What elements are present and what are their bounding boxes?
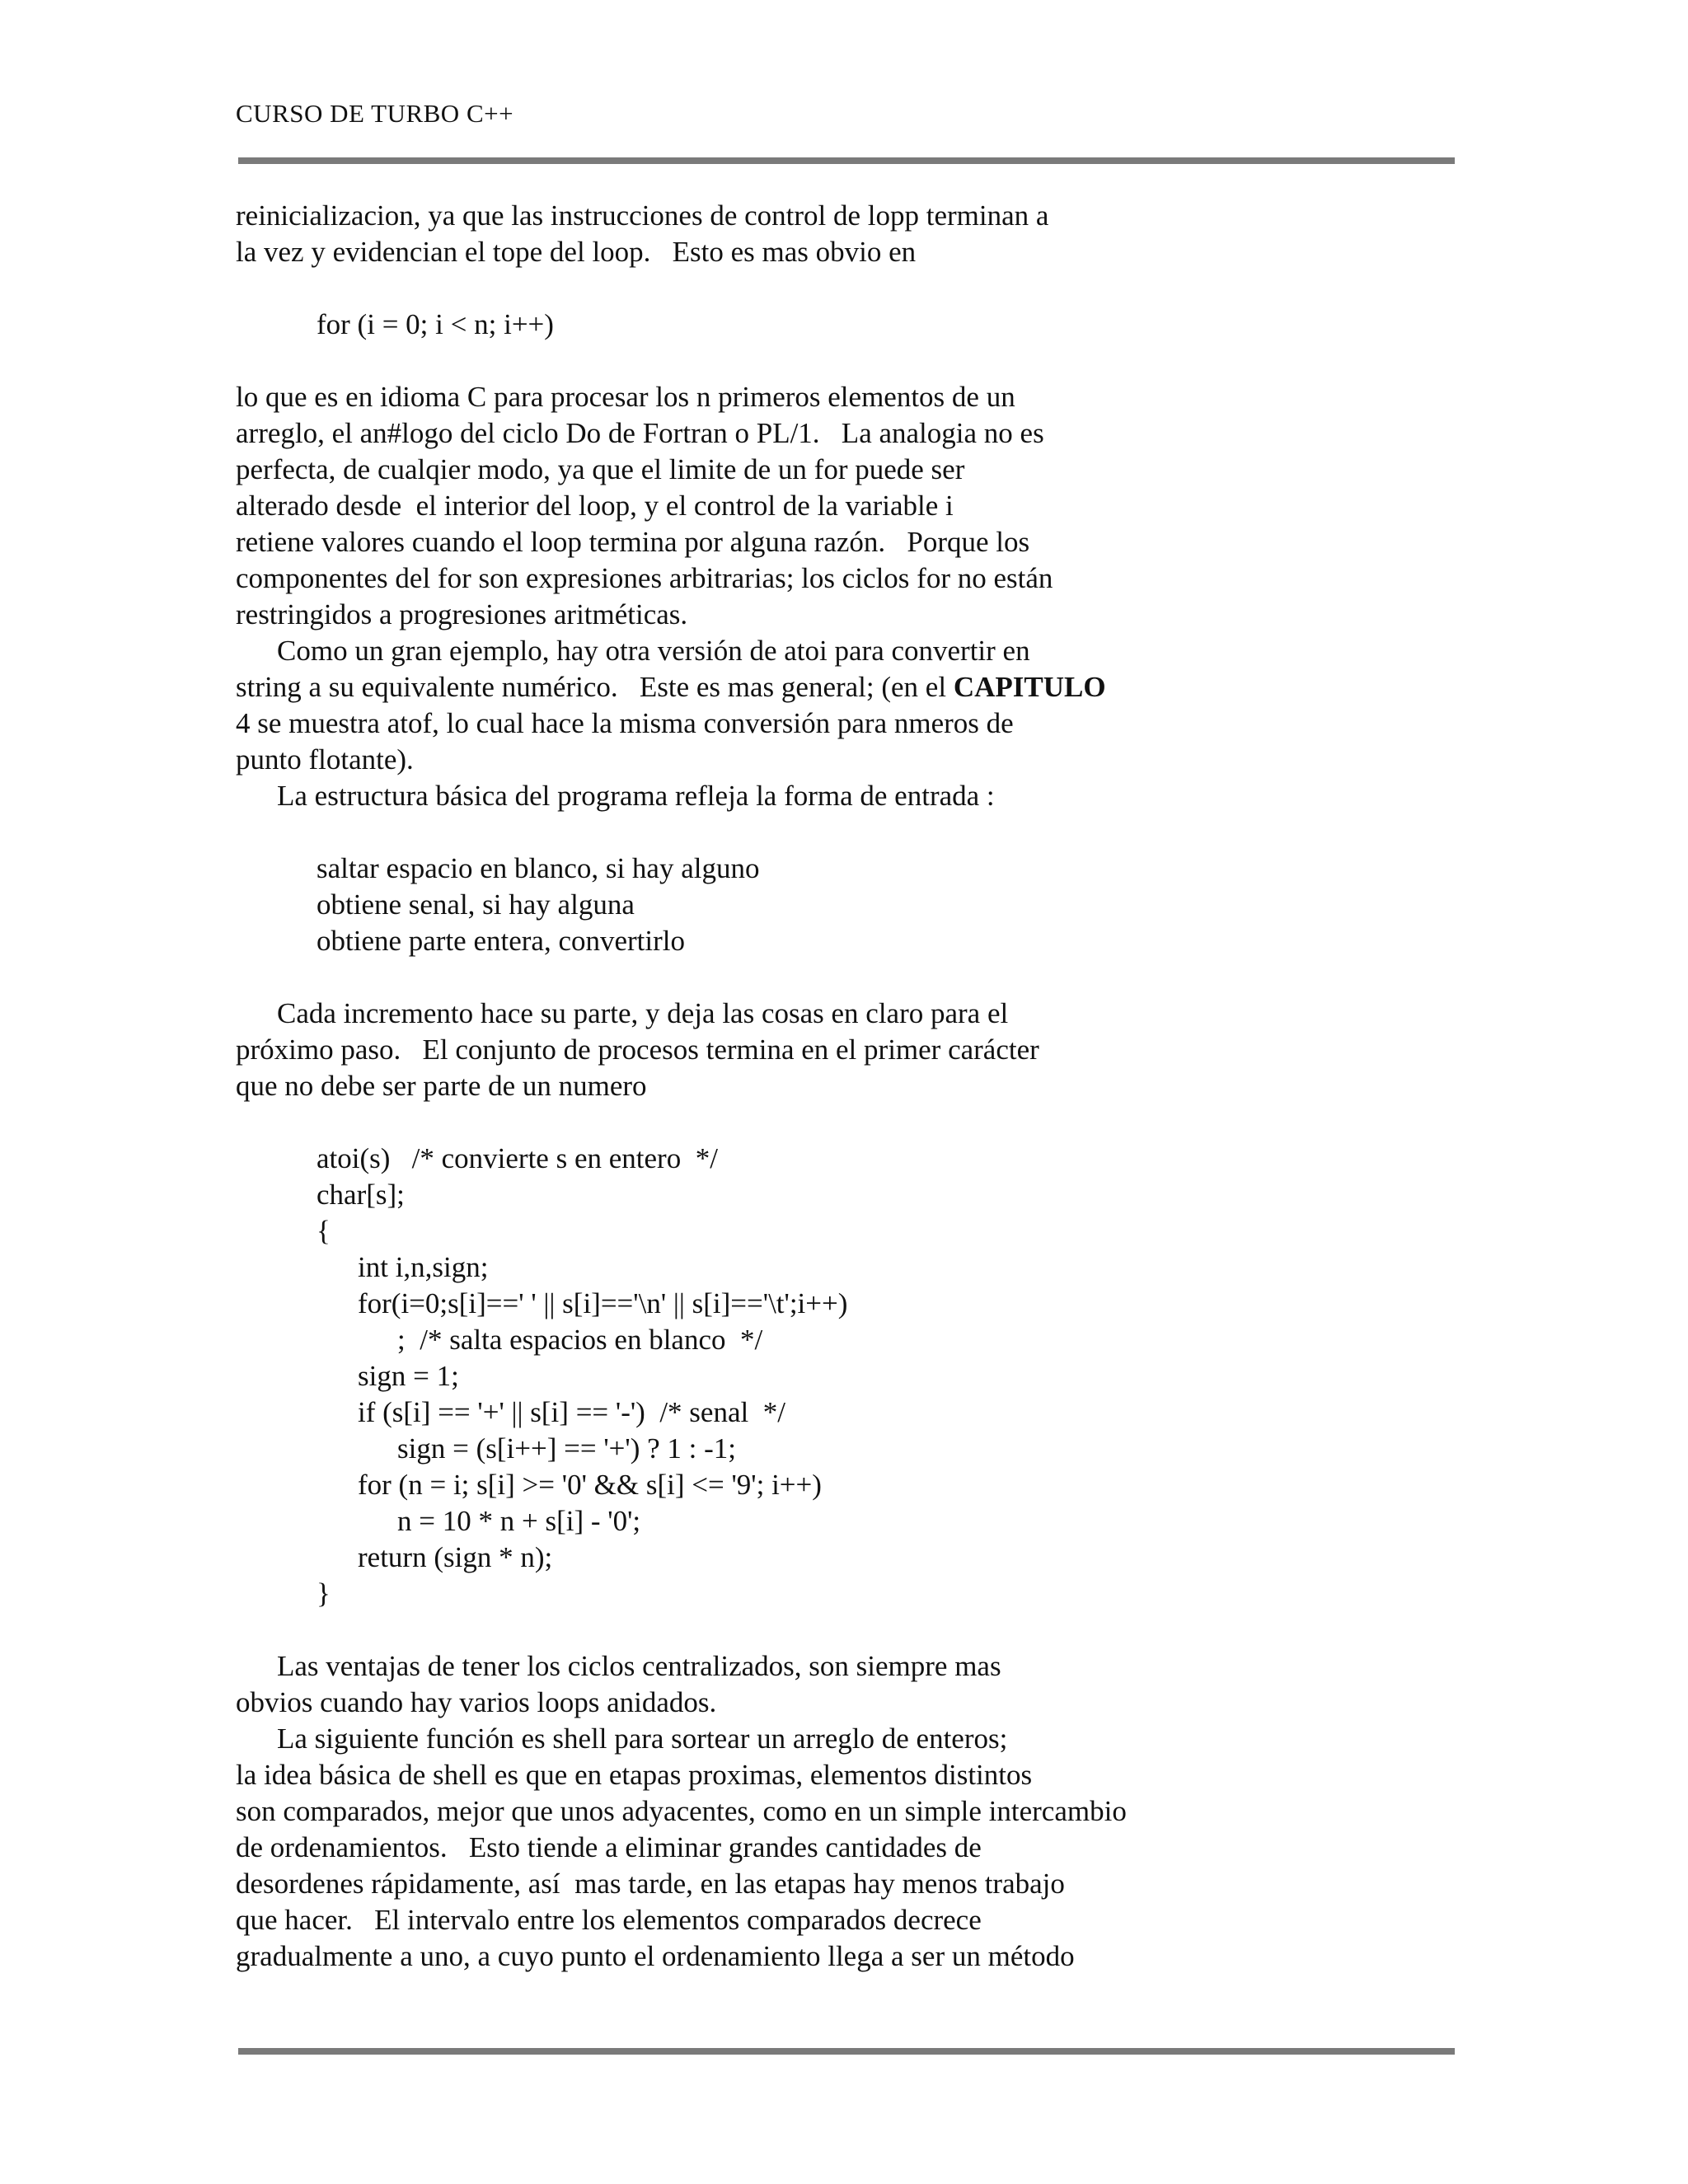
code-line: return (sign * n); <box>358 1541 553 1573</box>
code-line: char[s]; <box>316 1179 405 1211</box>
text-line: reinicializacion, ya que las instrucciones de control de lopp terminan a <box>236 199 1049 232</box>
code-line: } <box>316 1577 331 1610</box>
blank-line <box>236 814 1307 851</box>
code-line: { <box>316 1215 331 1247</box>
code-line: for(i=0;s[i]==' ' || s[i]=='\n' || s[i]=='\t';i++) <box>358 1287 848 1319</box>
text-line: la idea básica de shell es que en etapas proximas, elementos distintos <box>236 1759 1033 1791</box>
step-line: obtiene senal, si hay alguna <box>316 888 635 921</box>
code-line: if (s[i] == '+' || s[i] == '-') /* senal */ <box>358 1396 785 1428</box>
chapter-reference: CAPITULO <box>953 671 1106 703</box>
code-line: sign = 1; <box>358 1360 459 1392</box>
code-line: int i,n,sign; <box>358 1251 489 1283</box>
text-line: Cada incremento hace su parte, y deja las cosas en claro para el <box>277 997 1009 1029</box>
text-line: componentes del for son expresiones arbitrarias; los ciclos for no están <box>236 562 1053 594</box>
text-line: Las ventajas de tener los ciclos centralizados, son siempre mas <box>277 1650 1001 1682</box>
blank-line <box>236 1104 1307 1141</box>
text-line: de ordenamientos. Esto tiende a eliminar grandes cantidades de <box>236 1831 982 1863</box>
text-line: arreglo, el an#logo del ciclo Do de Fortran o PL/1. La analogia no es <box>236 417 1044 449</box>
text-line: La siguiente función es shell para sortear un arreglo de enteros; <box>277 1722 1008 1755</box>
text-line: perfecta, de cualqier modo, ya que el limite de un for puede ser <box>236 453 965 485</box>
code-line: for (i = 0; i < n; i++) <box>316 308 554 340</box>
page-header-title: CURSO DE TURBO C++ <box>236 99 514 128</box>
text-line: desordenes rápidamente, así mas tarde, en las etapas hay menos trabajo <box>236 1868 1065 1900</box>
text-line: Como un gran ejemplo, hay otra versión de atoi para convertir en <box>277 635 1030 667</box>
text-line: 4 se muestra atof, lo cual hace la misma conversión para nmeros de <box>236 707 1014 739</box>
blank-line <box>236 1612 1307 1648</box>
step-line: obtiene parte entera, convertirlo <box>316 925 686 957</box>
text-line: alterado desde el interior del loop, y el control de la variable i <box>236 490 954 522</box>
text-line: son comparados, mejor que unos adyacentes, como en un simple intercambio <box>236 1795 1127 1827</box>
text-line: lo que es en idioma C para procesar los n primeros elementos de un <box>236 381 1015 413</box>
blank-line <box>236 959 1307 996</box>
text-line: restringidos a progresiones aritméticas. <box>236 598 688 630</box>
text-line: la vez y evidencian el tope del loop. Esto es mas obvio en <box>236 236 917 268</box>
header-rule <box>238 157 1455 164</box>
blank-line <box>236 270 1307 307</box>
code-line: n = 10 * n + s[i] - '0'; <box>397 1505 641 1537</box>
text-line: que hacer. El intervalo entre los elementos comparados decrece <box>236 1904 982 1936</box>
text-line: gradualmente a uno, a cuyo punto el ordenamiento llega a ser un método <box>236 1940 1075 1972</box>
text-line: punto flotante). <box>236 743 414 776</box>
footer-rule <box>238 2048 1455 2055</box>
code-line: sign = (s[i++] == '+') ? 1 : -1; <box>397 1432 736 1465</box>
code-line: atoi(s) /* convierte s en entero */ <box>316 1142 718 1174</box>
page-body <box>236 198 1307 1975</box>
text-line: retiene valores cuando el loop termina por alguna razón. Porque los <box>236 526 1030 558</box>
text-span: string a su equivalente numérico. Este es mas general; (en el <box>236 671 954 703</box>
text-line: La estructura básica del programa refleja la forma de entrada : <box>277 780 995 812</box>
blank-line <box>236 343 1307 379</box>
code-line: ; /* salta espacios en blanco */ <box>397 1324 763 1356</box>
text-line: obvios cuando hay varios loops anidados. <box>236 1686 717 1718</box>
text-line <box>236 669 1307 705</box>
text-line: que no debe ser parte de un numero <box>236 1070 647 1102</box>
code-line: for (n = i; s[i] >= '0' && s[i] <= '9'; i++) <box>358 1469 822 1501</box>
step-line: saltar espacio en blanco, si hay alguno <box>316 852 760 884</box>
text-line: próximo paso. El conjunto de procesos termina en el primer carácter <box>236 1033 1039 1066</box>
